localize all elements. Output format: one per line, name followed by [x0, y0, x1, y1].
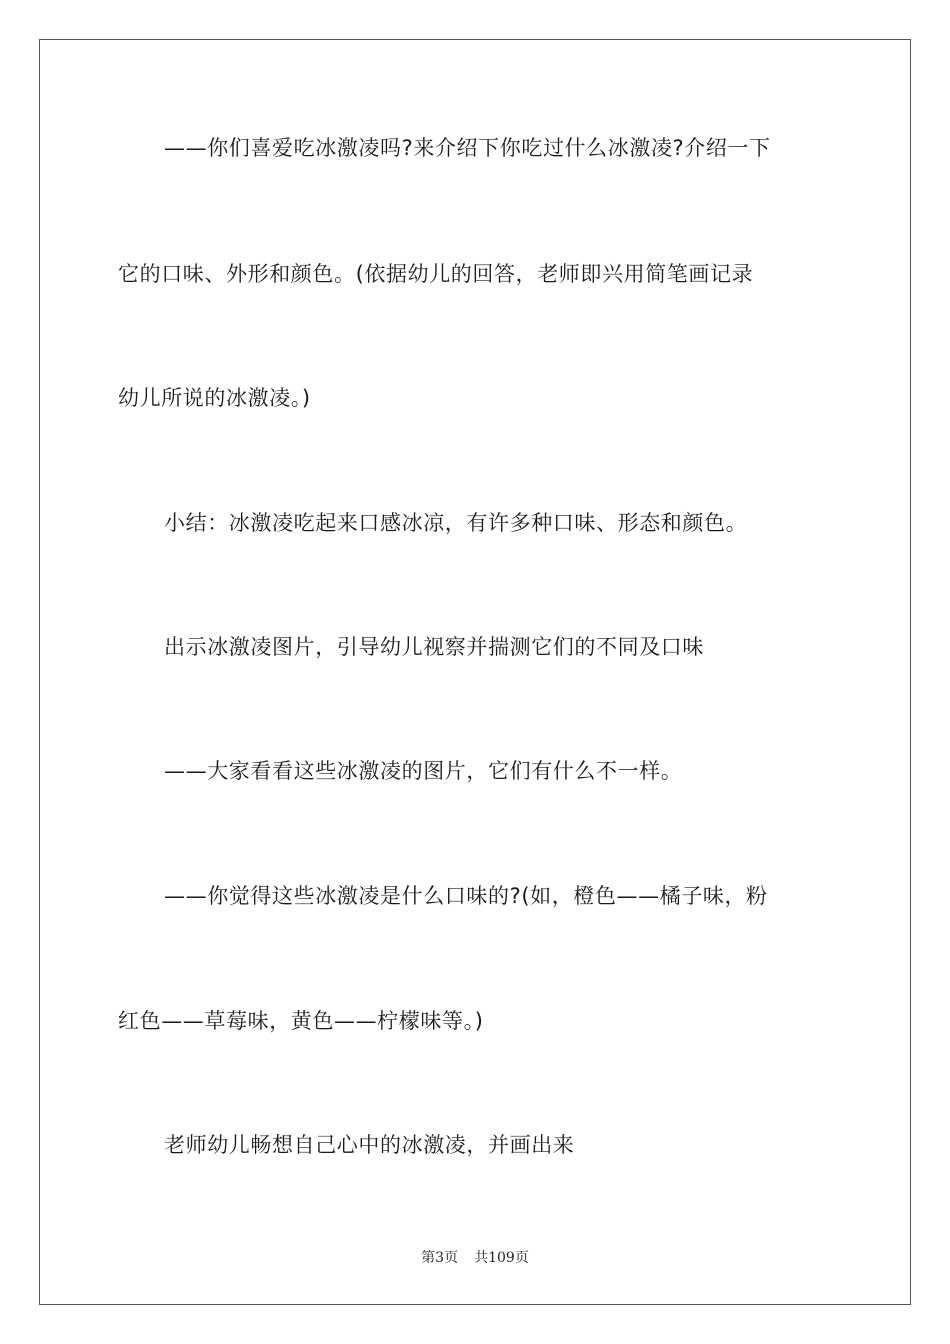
text-line-3: 幼儿所说的冰激凌。) [118, 386, 311, 410]
text-line-5: 出示冰激凌图片，引导幼儿视察并揣测它们的不同及口味 [164, 635, 704, 659]
text-line-8: 红色——草莓味，黄色——柠檬味等。) [118, 1009, 484, 1033]
text-line-1: ——你们喜爱吃冰激凌吗?来介绍下你吃过什么冰激凌?介绍一下 [164, 136, 771, 160]
page-number: 第3页 [421, 1250, 459, 1266]
page-border [39, 39, 911, 1305]
page-footer [0, 1247, 950, 1267]
page-total: 共109页 [474, 1250, 529, 1266]
text-line-7: ——你觉得这些冰激凌是什么口味的?(如，橙色——橘子味，粉 [164, 884, 768, 908]
text-line-6: ——大家看看这些冰激凌的图片，它们有什么不一样。 [164, 759, 683, 783]
text-line-2: 它的口味、外形和颜色。(依据幼儿的回答，老师即兴用简笔画记录 [118, 262, 754, 286]
text-line-9: 老师幼儿畅想自己心中的冰激凌，并画出来 [164, 1133, 575, 1157]
text-line-4: 小结：冰激凌吃起来口感冰凉，有许多种口味、形态和颜色。 [164, 511, 748, 535]
